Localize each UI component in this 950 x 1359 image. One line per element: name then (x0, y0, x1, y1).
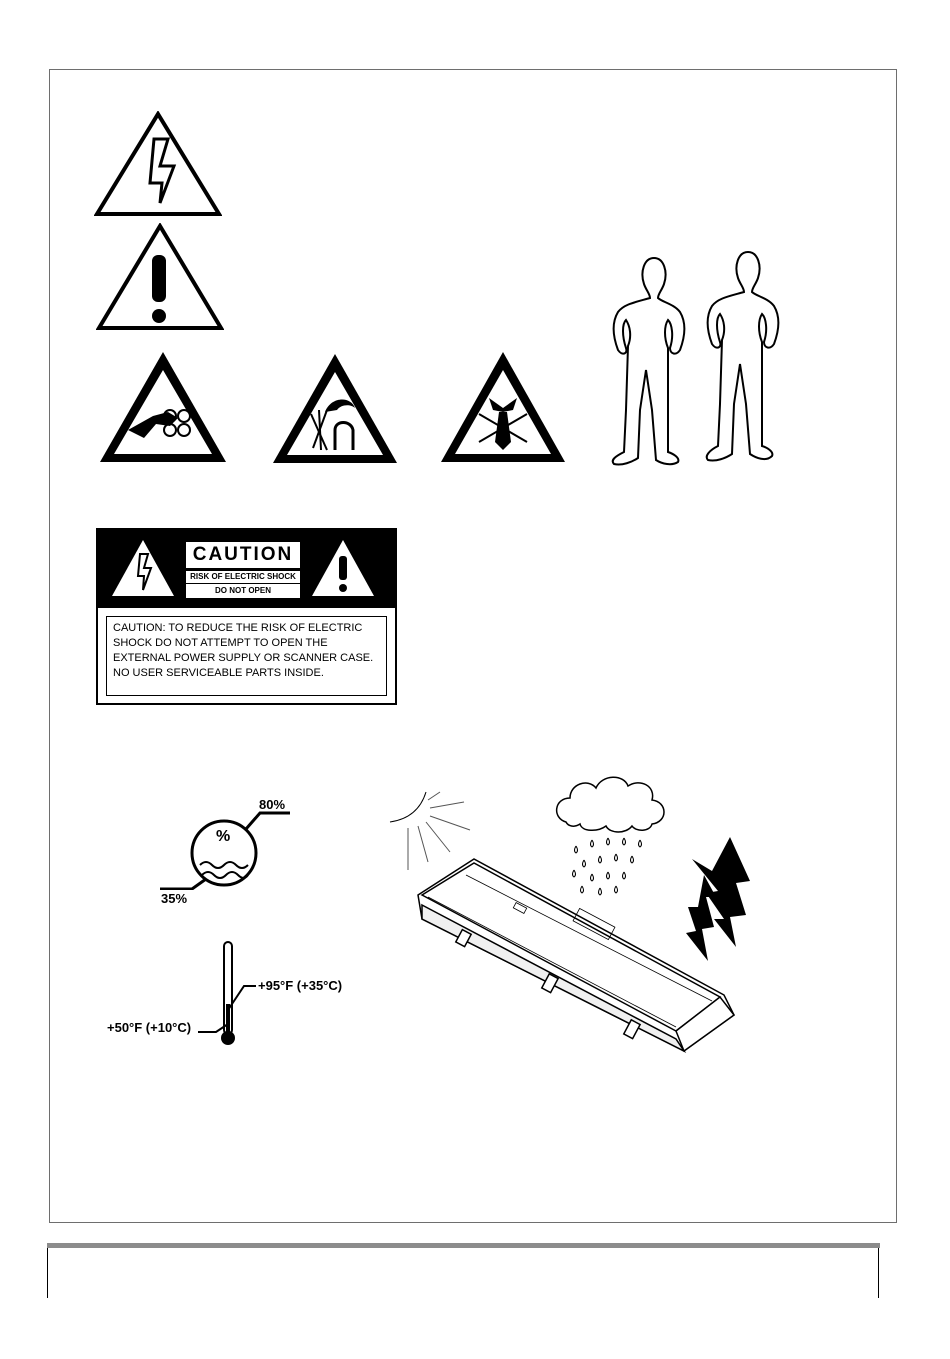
footer-rule (47, 1243, 880, 1248)
caution-body-text: CAUTION: TO REDUCE THE RISK OF ELECTRIC SHOCK DO NOT ATTEMPT TO OPEN THE EXTERNAL POWER SUPPLY OR SCANNER CASE. NO USER SERVICEABLE PARTS INSIDE. (106, 616, 387, 696)
temperature-min-label: +50°F (+10°C) (107, 1020, 192, 1035)
footer-left-border (47, 1248, 48, 1298)
two-people-lift-icon (606, 250, 786, 472)
humidity-min-label: 35% (161, 891, 188, 906)
caution-subheading: RISK OF ELECTRIC SHOCK (186, 571, 300, 583)
general-warning-icon (310, 538, 376, 598)
caution-label-header (98, 530, 395, 608)
humidity-symbol: % (216, 828, 231, 845)
caution-subheading-2: DO NOT OPEN (186, 584, 300, 598)
thermometer-icon (196, 940, 266, 1050)
tie-entanglement-warning-icon (439, 350, 567, 464)
humidity-range-icon (160, 805, 295, 890)
electric-shock-warning-icon (110, 538, 176, 598)
electric-shock-warning-icon (94, 111, 222, 217)
scanner-illustration (414, 855, 740, 1060)
temperature-max-label: +95°F (+35°C) (258, 978, 343, 993)
hair-entanglement-warning-icon (271, 352, 399, 465)
caution-heading: CAUTION (186, 542, 300, 568)
footer-right-border (878, 1248, 879, 1298)
humidity-max-label: 80% (259, 797, 286, 812)
hand-crush-warning-icon (98, 350, 228, 464)
general-warning-icon (96, 223, 224, 331)
caution-label (96, 528, 397, 705)
